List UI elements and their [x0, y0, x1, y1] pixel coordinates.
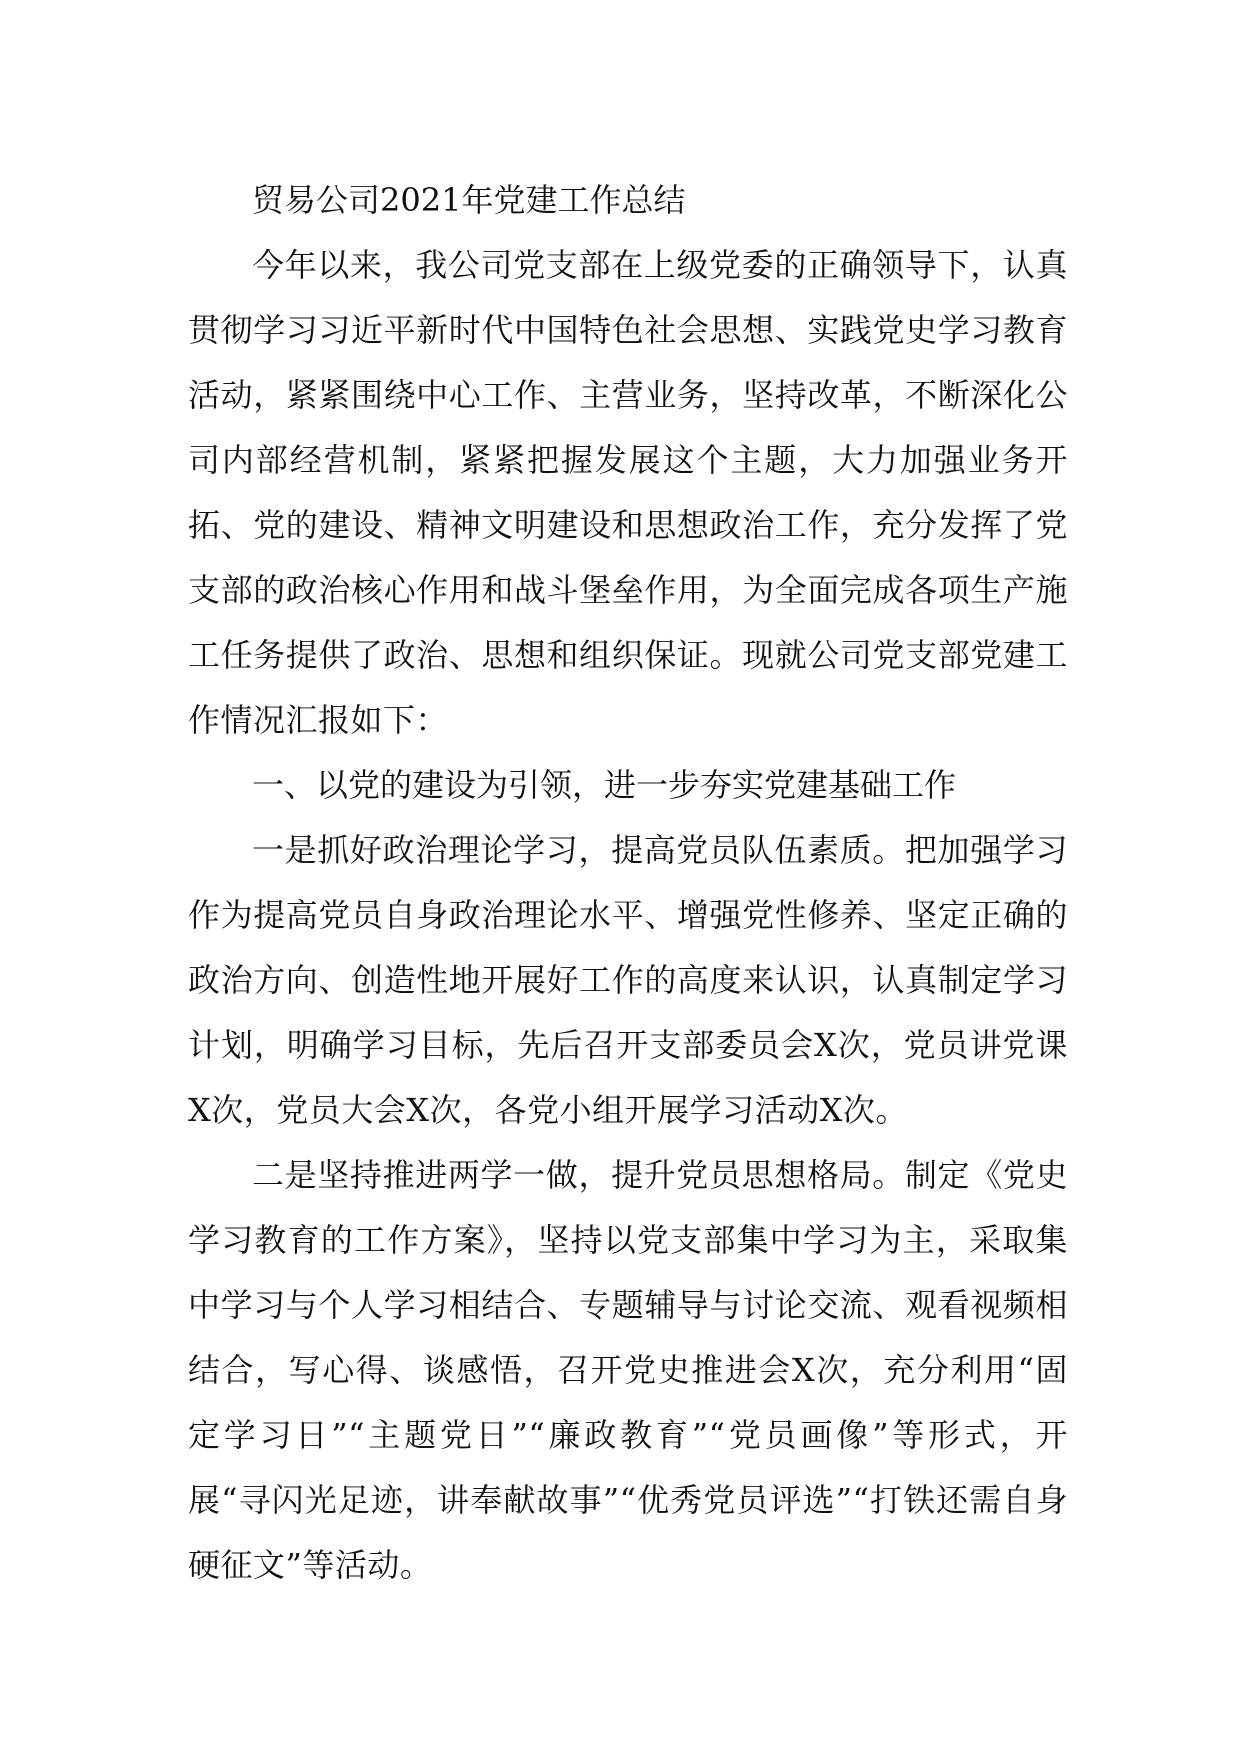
body-paragraph-1: 一是抓好政治理论学习，提高党员队伍素质。把加强学习作为提高党员自身政治理论水平、增强党性修养、坚定正确的政治方向、创造性地开展好工作的高度来认识，认真制定学习计划，明确学习目标，先后召开支部委员会X次，党员讲党课X次，党员大会X次，各党小组开展学习活动X次。 — [188, 831, 1068, 1129]
body-paragraph-2: 二是坚持推进两学一做，提升党员思想格局。制定《党史学习教育的工作方案》，坚持以党支部集中学习为主，采取集中学习与个人学习相结合、专题辅导与讨论交流、观看视频相结合，写心得、谈感悟，召开党史推进会X次，充分利用“固定学习日”“主题党日”“廉政教育”“党员画像”等形式，开展“寻闪光足迹，讲奉献故事”“优秀党员评选”“打铁还需自身硬征文”等活动。 — [188, 1156, 1068, 1584]
intro-paragraph: 今年以来，我公司党支部在上级党委的正确领导下，认真贯彻学习习近平新时代中国特色社会思想、实践党史学习教育活动，紧紧围绕中心工作、主营业务，坚持改革，不断深化公司内部经营机制，紧紧把握发展这个主题，大力加强业务开拓、党的建设、精神文明建设和思想政治工作，充分发挥了党支部的政治核心作用和战斗堡垒作用，为全面完成各项生产施工任务提供了政治、思想和组织保证。现就公司党支部党建工作情况汇报如下： — [188, 246, 1068, 739]
document-title: 贸易公司2021年党建工作总结 — [252, 181, 686, 219]
document-page — [188, 168, 1068, 1598]
section-heading-1: 一、以党的建设为引领，进一步夯实党建基础工作 — [252, 766, 957, 804]
